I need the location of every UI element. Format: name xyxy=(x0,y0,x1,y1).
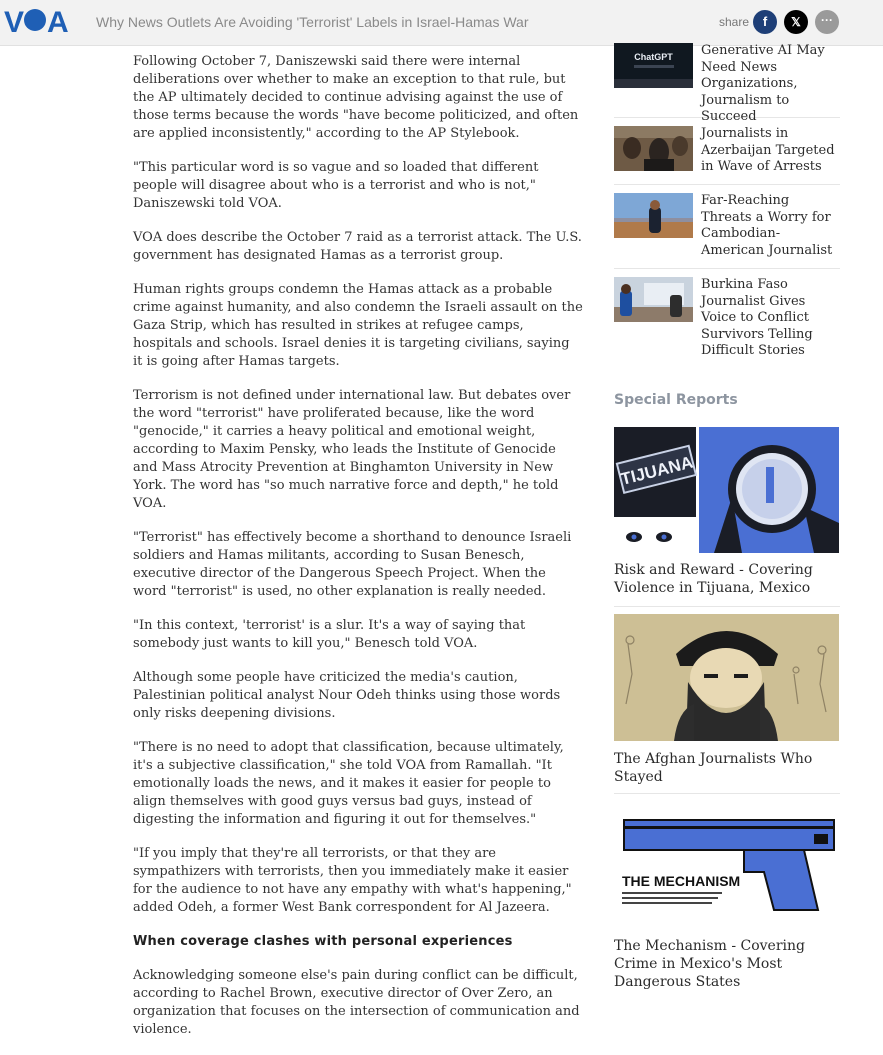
special-report-card[interactable] xyxy=(614,427,840,607)
article-body xyxy=(133,53,583,1055)
article-paragraph: Human rights groups condemn the Hamas attack as a probable crime against humanity, and also condemn the Israeli assault on the Gaza Strip, which has resulted in strikes at refugee camps, hospitals and schools. Israel denies it is targeting civilians, saying it is going after Hamas targets. xyxy=(133,282,583,369)
report-image-mechanism[interactable] xyxy=(614,812,839,914)
related-story-title[interactable]: Journalists in Azerbaijan Targeted in Wave of Arrests xyxy=(701,126,835,174)
voa-logo[interactable]: V A xyxy=(4,6,68,39)
facebook-share-button[interactable]: f xyxy=(753,10,777,34)
related-story[interactable] xyxy=(614,193,840,269)
article-paragraph: "If you imply that they're all terrorists, or that they are sympathizers with terrorists, then you immediately make it easier for the audience to not have any empathy with what's happening," added Odeh, a former West Bank correspondent for Al Jazeera. xyxy=(133,846,572,915)
article-paragraph: VOA does describe the October 7 raid as a terrorist attack. The U.S. government has designated Hamas as a terrorist group. xyxy=(133,230,582,263)
article-paragraph: Following October 7, Daniszewski said there were internal deliberations over whether to make an exception to that rule, but the AP ultimately decided to continue advising against the use of those terms because the words "have become politicized, and often are applied inconsistently," according to the AP Stylebook. xyxy=(133,54,579,141)
report-title[interactable]: The Afghan Journalists Who Stayed xyxy=(614,751,813,785)
related-story-title[interactable]: Burkina Faso Journalist Gives Voice to Conflict Survivors Telling Difficult Stories xyxy=(701,277,813,358)
related-story-title[interactable]: Far-Reaching Threats a Worry for Cambodian-American Journalist xyxy=(701,193,833,258)
top-bar xyxy=(0,0,883,46)
more-share-button[interactable]: ··· xyxy=(815,10,839,34)
article-paragraph: "Terrorist" has effectively become a shorthand to denounce Israeli soldiers and Hamas militants, according to Susan Benesch, executive director of the Dangerous Speech Project. When the word "terrorist" is used, no other explanation is really needed. xyxy=(133,530,572,599)
report-image-afghan[interactable] xyxy=(614,614,839,741)
related-story-title[interactable]: Generative AI May Need News Organizations, Journalism to Succeed xyxy=(701,43,825,124)
story-thumbnail[interactable] xyxy=(614,43,693,88)
article-paragraph: "In this context, 'terrorist' is a slur. It's a way of saying that somebody just wants to kill you," Benesch told VOA. xyxy=(133,618,526,651)
article-subheading: When coverage clashes with personal experiences xyxy=(133,934,513,949)
related-story[interactable] xyxy=(614,277,840,369)
special-reports-heading: Special Reports xyxy=(614,392,738,408)
story-thumbnail[interactable] xyxy=(614,193,693,238)
report-title[interactable]: Risk and Reward - Covering Violence in Tijuana, Mexico xyxy=(614,562,813,596)
special-report-card[interactable] xyxy=(614,614,840,794)
page-title: Why News Outlets Are Avoiding 'Terrorist' Labels in Israel-Hamas War xyxy=(96,14,529,30)
article-paragraph: "There is no need to adopt that classification, because ultimately, it's a subjective classification," she told VOA from Ramallah. "It emotionally loads the news, and it makes it easier for people to align themselves with good guys versus bad guys, instead of digesting the information and figuring it out for themselves." xyxy=(133,740,564,827)
x-share-button[interactable]: 𝕏 xyxy=(784,10,808,34)
report-image-tijuana[interactable] xyxy=(614,427,839,553)
article-paragraph: "This particular word is so vague and so loaded that different people will disagree about who is a terrorist and who is not," Daniszewski told VOA. xyxy=(133,160,539,211)
story-thumbnail[interactable] xyxy=(614,126,693,171)
article-paragraph: Although some people have criticized the media's caution, Palestinian political analyst Nour Odeh thinks using those words only risks deepening divisions. xyxy=(133,670,561,721)
story-thumbnail[interactable] xyxy=(614,277,693,322)
report-title[interactable]: The Mechanism - Covering Crime in Mexico's Most Dangerous States xyxy=(614,938,805,990)
related-story[interactable] xyxy=(614,43,840,124)
special-report-card[interactable] xyxy=(614,812,840,992)
report-image-text: THE MECHANISM xyxy=(622,873,741,889)
thumb-text: ChatGPT xyxy=(634,52,673,62)
article-paragraph: Acknowledging someone else's pain during conflict can be difficult, according to Rachel Brown, executive director of Over Zero, an organization that focuses on the intersection of communication and violence. xyxy=(133,968,580,1037)
share-label: share xyxy=(719,15,750,29)
report-image-text: TIJUANA xyxy=(618,452,695,489)
related-story[interactable] xyxy=(614,126,840,185)
article-paragraph: Terrorism is not defined under international law. But debates over the word "terrorist" have proliferated because, like the word "genocide," it carries a heavy political and emotional weight, according to Maxim Pensky, who leads the Institute of Genocide and Mass Atrocity Prevention at Binghamton University in New York. The word has "so much narrative force and depth," he told VOA. xyxy=(133,388,571,511)
